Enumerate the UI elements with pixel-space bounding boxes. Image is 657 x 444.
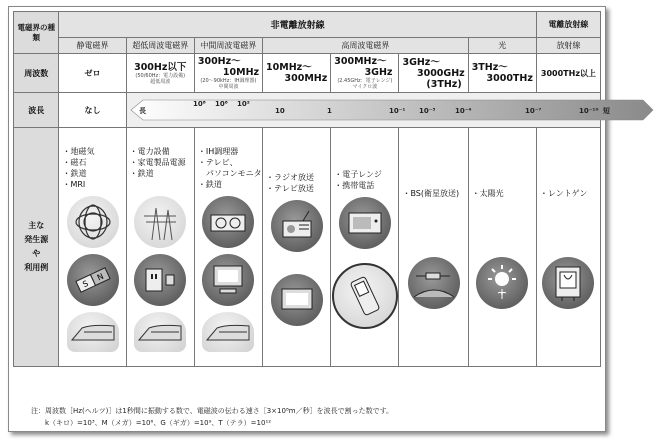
wave-tick: 10⁸ — [192, 100, 206, 108]
row-wavelength: 波長 — [14, 93, 59, 128]
wave-tick: 10⁻¹⁰ — [578, 107, 599, 115]
freq-radiation: 3000THz以上 — [536, 54, 600, 93]
outlet-plug-icon — [134, 254, 186, 306]
wave-static: なし — [59, 93, 126, 128]
category-if: 中間周波電磁界 — [194, 38, 262, 54]
freq-rf3: 3GHz〜 3000GHz (3THz) — [399, 54, 468, 93]
wave-short-label: 短 — [602, 107, 610, 115]
train-icon — [67, 312, 119, 352]
wave-tick: 10⁻³ — [418, 107, 436, 115]
freq-light: 3THz〜 3000THz — [468, 54, 536, 93]
svg-text:N: N — [95, 271, 105, 282]
emf-table — [13, 11, 610, 367]
freq-static: ゼロ — [59, 54, 126, 93]
wave-long-label: 長 — [138, 107, 146, 115]
corner-header: 電磁界の種類 — [14, 12, 59, 54]
row-sources: 主な 発生源 や 利用例 — [14, 128, 59, 367]
train-icon — [202, 312, 254, 352]
freq-rf2: 300MHz〜 3GHz (2.45GHz：電子レンジ) マイクロ波 — [331, 54, 399, 93]
mobile-phone-icon — [332, 263, 398, 329]
svg-text:S: S — [80, 278, 90, 289]
wavelength-arrow — [127, 93, 657, 127]
category-static: 静電磁界 — [59, 38, 126, 54]
power-tower-icon — [134, 196, 186, 248]
footnote — [31, 405, 393, 429]
xray-machine-icon — [542, 257, 594, 309]
footnote-line-1: 注：周波数［Hz(ヘルツ)］は1秒間に振動する数で、電磁波の伝わる速さ［3×10⁸m／秒］を波長で割った数です。 — [31, 407, 394, 415]
wavelength-band — [126, 93, 610, 128]
sources-radiation: ・レントゲン — [536, 128, 600, 367]
wave-tick: 10⁶ — [214, 100, 228, 108]
freq-if: 300Hz〜 10MHz (20〜90kHz：IH調理器) 中間周波 — [194, 54, 262, 93]
category-elf: 超低周波電磁界 — [126, 38, 194, 54]
sources-static: ・地磁気 ・磁石 ・鉄道 ・MRI S N — [59, 128, 126, 367]
freq-rf1: 10MHz〜 300MHz — [263, 54, 331, 93]
ionizing-header: 電離放射線 — [536, 12, 600, 38]
microwave-oven-icon — [339, 197, 391, 249]
sources-rf3: ・BS(衛星放送) — [399, 128, 468, 367]
sun-icon — [476, 257, 528, 309]
train-icon — [134, 312, 186, 352]
wave-tick: 10⁻⁴ — [454, 107, 472, 115]
radio-icon — [271, 200, 323, 252]
wave-tick: 10⁻¹ — [388, 107, 406, 115]
category-rf: 高周波電磁界 — [263, 38, 469, 54]
computer-monitor-icon — [202, 254, 254, 306]
sources-if: ・IH調理器 ・テレビ、 パソコンモニタ ・鉄道 — [194, 128, 262, 367]
emf-chart-frame — [8, 6, 610, 432]
wave-tick: 10 — [274, 107, 285, 115]
category-radiation: 放射線 — [536, 38, 600, 54]
footnote-line-2: k（キロ）=10³、M（メガ）=10⁶、G（ギガ）=10⁹、T（テラ）=10¹² — [45, 419, 272, 427]
category-light: 光 — [468, 38, 536, 54]
row-frequency: 周波数 — [14, 54, 59, 93]
wave-tick: 10⁻⁷ — [524, 107, 542, 115]
sources-elf: ・電力設備 ・家電製品電源 ・鉄道 — [126, 128, 194, 367]
ih-cooker-icon — [202, 196, 254, 248]
wave-tick: 1 — [326, 107, 332, 115]
television-icon — [271, 274, 323, 326]
satellite-earth-icon — [408, 257, 460, 309]
magnet-icon — [67, 254, 119, 306]
sources-rf2: ・電子レンジ ・携帯電話 — [331, 128, 399, 367]
wave-tick: 10² — [236, 100, 250, 108]
non-ionizing-header: 非電離放射線 — [59, 12, 536, 38]
earth-magnetic-field-icon — [67, 196, 119, 248]
sources-light: ・太陽光 — [468, 128, 536, 367]
sources-rf1: ・ラジオ放送 ・テレビ放送 — [263, 128, 331, 367]
freq-elf: 300Hz以下 (50/60Hz：電力設備) 超低周波 — [126, 54, 194, 93]
